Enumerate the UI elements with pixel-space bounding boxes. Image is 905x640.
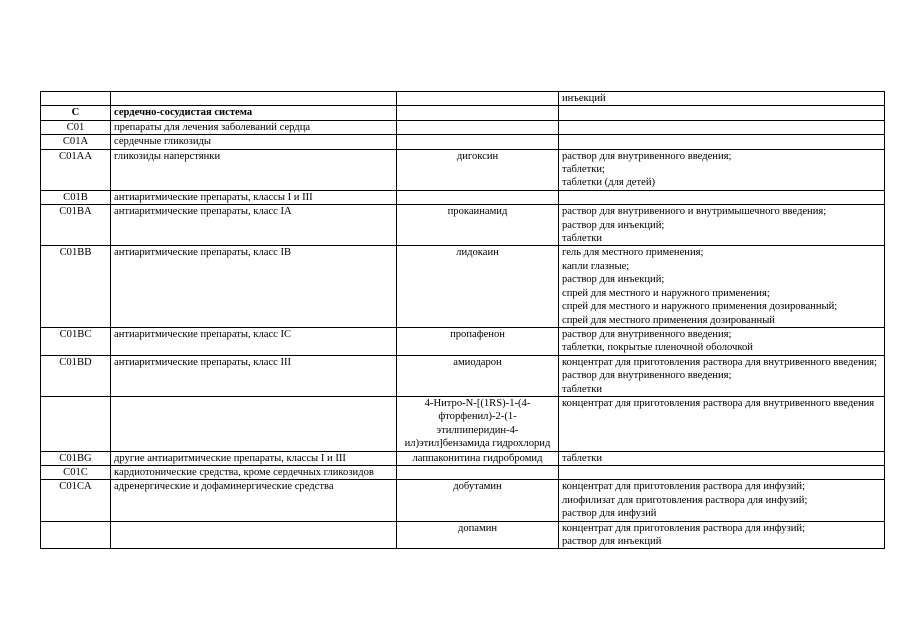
dosage-forms-cell [559, 355, 885, 396]
drug-name-cell: дигоксин [397, 149, 559, 190]
drug-name-cell: прокаинамид [397, 205, 559, 246]
dosage-form-line: таблетки, покрытые пленочной оболочкой [562, 342, 753, 354]
dosage-form-line: спрей для местного и наружного применения; [562, 287, 770, 299]
dosage-form-line: концентрат для приготовления раствора для внутривенного введения; [562, 356, 878, 368]
dosage-form-line: таблетки (для детей) [562, 177, 656, 189]
dosage-form-line: раствор для внутривенного введения; [562, 370, 732, 382]
drug-name-cell: добутамин [397, 480, 559, 521]
drug-name-cell [397, 190, 559, 204]
atc-code-cell: C01C [41, 465, 111, 479]
table-body [41, 92, 885, 549]
drug-name-cell: лаппаконитина гидробромид [397, 451, 559, 465]
dosage-forms-cell [559, 521, 885, 549]
drug-name-cell: 4-Нитро-N-[(1RS)-1-(4-фторфенил)-2-(1-этилпиперидин-4-ил)этил]бензамида гидрохлорид [397, 396, 559, 451]
atc-code-cell: C01BG [41, 451, 111, 465]
dosage-form-line: капли глазные; [562, 260, 630, 272]
atc-code-cell: C [41, 106, 111, 120]
dosage-forms-cell [559, 246, 885, 327]
dosage-form-line: лиофилизат для приготовления раствора для инфузий; [562, 494, 808, 506]
atc-code-cell: C01BD [41, 355, 111, 396]
dosage-forms-cell [559, 465, 885, 479]
dosage-forms-cell [559, 327, 885, 355]
anatomical-group-cell: антиаритмические препараты, класс IC [111, 327, 397, 355]
atc-code-cell [41, 396, 111, 451]
dosage-forms-cell [559, 135, 885, 149]
dosage-forms-cell [559, 106, 885, 120]
atc-drug-table [40, 91, 885, 549]
dosage-form-line: спрей для местного и наружного применения дозированный; [562, 301, 838, 313]
table-row [41, 480, 885, 521]
table-row [41, 135, 885, 149]
drug-name-cell [397, 106, 559, 120]
drug-name-cell [397, 92, 559, 106]
anatomical-group-cell: сердечно-сосудистая система [111, 106, 397, 120]
dosage-forms-cell [559, 396, 885, 451]
drug-name-cell [397, 120, 559, 134]
drug-name-cell: лидокаин [397, 246, 559, 327]
anatomical-group-cell: сердечные гликозиды [111, 135, 397, 149]
dosage-form-line: раствор для инъекций [562, 536, 662, 547]
dosage-form-line: таблетки [562, 383, 603, 395]
drug-name-cell: амиодарон [397, 355, 559, 396]
dosage-form-line: раствор для инъекций; [562, 274, 665, 286]
atc-code-cell: C01B [41, 190, 111, 204]
dosage-forms-cell [559, 205, 885, 246]
anatomical-group-cell: другие антиаритмические препараты, классы I и III [111, 451, 397, 465]
dosage-form-line: таблетки [562, 233, 603, 245]
table-row [41, 246, 885, 327]
dosage-form-line: концентрат для приготовления раствора для инфузий; [562, 522, 806, 534]
dosage-forms-cell [559, 480, 885, 521]
table-row [41, 327, 885, 355]
dosage-forms-cell [559, 92, 885, 106]
atc-code-cell: C01BA [41, 205, 111, 246]
dosage-form-line: спрей для местного применения дозированный [562, 314, 775, 326]
drug-name-cell [397, 135, 559, 149]
atc-code-cell: C01 [41, 120, 111, 134]
drug-name-cell: пропафенон [397, 327, 559, 355]
dosage-form-line: раствор для инфузий [562, 508, 657, 520]
anatomical-group-cell: гликозиды наперстянки [111, 149, 397, 190]
anatomical-group-cell: адренергические и дофаминергические средства [111, 480, 397, 521]
dosage-form-line: раствор для инъекций; [562, 219, 665, 231]
dosage-forms-cell [559, 149, 885, 190]
dosage-forms-cell [559, 190, 885, 204]
atc-code-cell: C01BC [41, 327, 111, 355]
dosage-form-line: гель для местного применения; [562, 247, 704, 259]
dosage-form-line: раствор для внутривенного введения; [562, 328, 732, 340]
anatomical-group-cell [111, 521, 397, 549]
anatomical-group-cell: антиаритмические препараты, класс IA [111, 205, 397, 246]
atc-code-cell: C01BB [41, 246, 111, 327]
anatomical-group-cell: антиаритмические препараты, классы I и III [111, 190, 397, 204]
anatomical-group-cell: антиаритмические препараты, класс III [111, 355, 397, 396]
anatomical-group-cell [111, 396, 397, 451]
table-row [41, 190, 885, 204]
dosage-form-line: концентрат для приготовления раствора для инфузий; [562, 481, 806, 493]
table-row [41, 106, 885, 120]
anatomical-group-cell [111, 92, 397, 106]
table-row [41, 92, 885, 106]
table-row [41, 396, 885, 451]
atc-code-cell [41, 92, 111, 106]
dosage-forms-cell [559, 451, 885, 465]
anatomical-group-cell: кардиотонические средства, кроме сердечных гликозидов [111, 465, 397, 479]
dosage-form-line: таблетки; [562, 164, 605, 176]
table-row [41, 149, 885, 190]
table-row [41, 355, 885, 396]
anatomical-group-cell: антиаритмические препараты, класс IB [111, 246, 397, 327]
dosage-form-line: таблетки [562, 452, 603, 464]
table-row [41, 521, 885, 549]
atc-code-cell: C01A [41, 135, 111, 149]
drug-name-cell: допамин [397, 521, 559, 549]
atc-code-cell [41, 521, 111, 549]
table-row [41, 465, 885, 479]
drug-name-cell [397, 465, 559, 479]
dosage-form-line: инъекций [562, 93, 606, 104]
dosage-form-line: раствор для внутривенного и внутримышечного введения; [562, 206, 827, 218]
table-row [41, 120, 885, 134]
atc-code-cell: C01AA [41, 149, 111, 190]
atc-code-cell: C01CA [41, 480, 111, 521]
table-row [41, 205, 885, 246]
dosage-form-line: раствор для внутривенного введения; [562, 150, 732, 162]
table-row [41, 451, 885, 465]
dosage-form-line: концентрат для приготовления раствора для внутривенного введения [562, 397, 875, 409]
anatomical-group-cell: препараты для лечения заболеваний сердца [111, 120, 397, 134]
dosage-forms-cell [559, 120, 885, 134]
